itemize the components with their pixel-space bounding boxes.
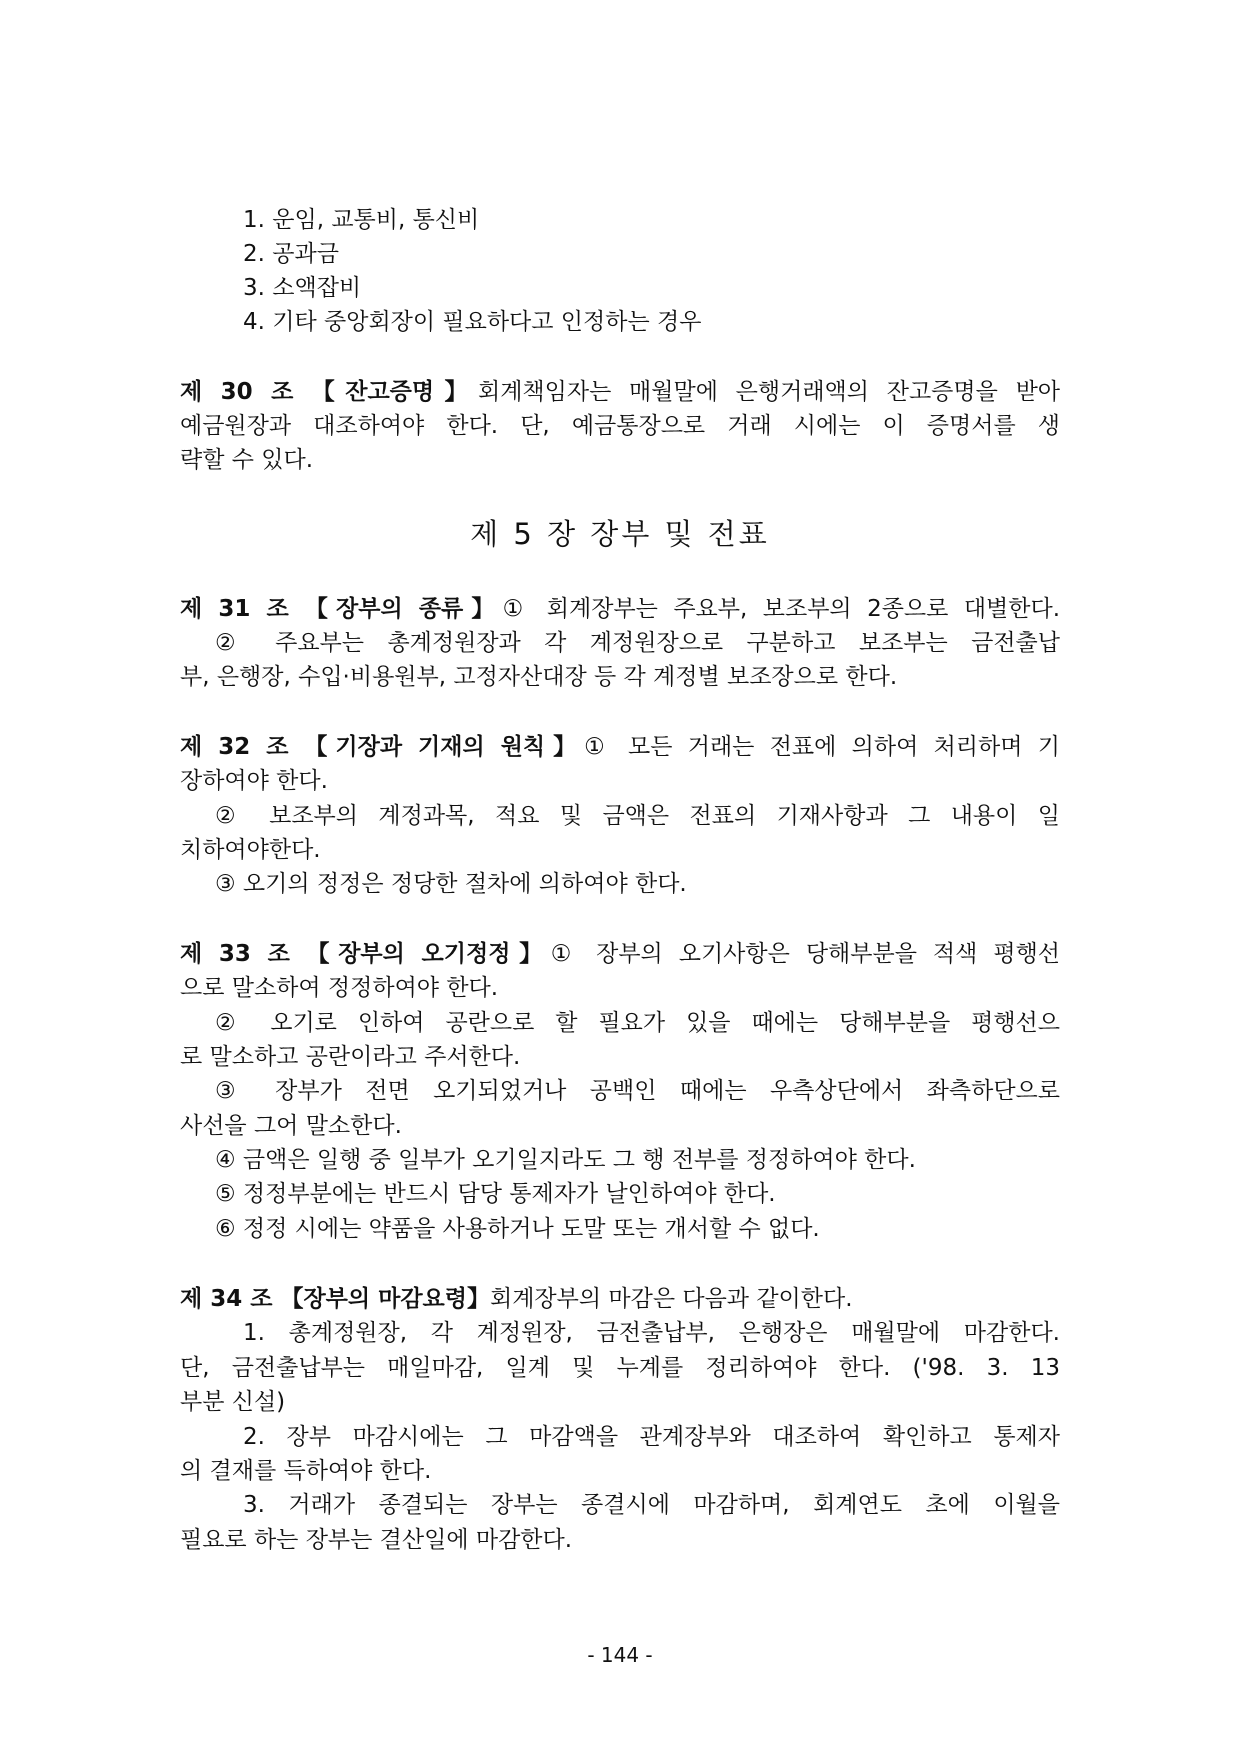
chapter-heading: 제 5 장 장부 및 전표 xyxy=(470,517,770,551)
article-32-line: ③ 오기의 정정은 정당한 절차에 의하여야 한다. xyxy=(215,871,687,897)
article-34-line: 제 34 조 【장부의 마감요령】회계장부의 마감은 다음과 같이한다. xyxy=(180,1286,853,1312)
article-32-line: 치하여야한다. xyxy=(180,837,321,863)
list-item: 2. 공과금 xyxy=(243,241,339,267)
article-33-line: 로 말소하고 공란이라고 주서한다. xyxy=(180,1044,521,1070)
article-34-line: 2. 장부 마감시에는 그 마감액을 관계장부와 대조하여 확인하고 통제자 xyxy=(243,1424,1060,1450)
article-34-line: 1. 총계정원장, 각 계정원장, 금전출납부, 은행장은 매월말에 마감한다. xyxy=(243,1320,1060,1346)
article-30-heading: 제 30 조 【잔고증명】 xyxy=(180,379,478,405)
article-34-line: 의 결재를 득하여야 한다. xyxy=(180,1458,432,1484)
article-32-heading: 제 32 조 【기장과 기재의 원칙】 xyxy=(180,734,585,760)
article-34-line: 단, 금전출납부는 매일마감, 일계 및 누계를 정리하여야 한다. ('98. 3. 13 xyxy=(180,1355,1060,1381)
article-33-line: ③ 장부가 전면 오기되었거나 공백인 때에는 우측상단에서 좌측하단으로 xyxy=(215,1078,1060,1104)
article-34-line: 필요로 하는 장부는 결산일에 마감한다. xyxy=(180,1527,573,1553)
list-item: 4. 기타 중앙회장이 필요하다고 인정하는 경우 xyxy=(243,309,702,335)
article-33-heading: 제 33 조 【장부의 오기정정】 xyxy=(180,941,551,967)
article-33-line: 사선을 그어 말소한다. xyxy=(180,1113,402,1139)
article-33-line: ② 오기로 인하여 공란으로 할 필요가 있을 때에는 당해부분을 평행선으 xyxy=(215,1010,1060,1036)
article-34-line: 3. 거래가 종결되는 장부는 종결시에 마감하며, 회계연도 초에 이월을 xyxy=(243,1492,1060,1518)
article-32-line: 장하여야 한다. xyxy=(180,768,328,794)
article-30-line: 예금원장과 대조하여야 한다. 단, 예금통장으로 거래 시에는 이 증명서를 생 xyxy=(180,413,1060,439)
article-33-line: ⑤ 정정부분에는 반드시 담당 통제자가 날인하여야 한다. xyxy=(215,1181,776,1207)
article-31-line: 부, 은행장, 수입·비용원부, 고정자산대장 등 각 계정별 보조장으로 한다. xyxy=(180,664,898,690)
article-33-line: 제 33 조 【장부의 오기정정】① 장부의 오기사항은 당해부분을 적색 평행선 xyxy=(180,941,1060,967)
article-30-line: 략할 수 있다. xyxy=(180,447,314,473)
article-32-line: 제 32 조 【기장과 기재의 원칙】① 모든 거래는 전표에 의하여 처리하며 기 xyxy=(180,734,1060,760)
article-31-line: 제 31 조 【장부의 종류】① 회계장부는 주요부, 보조부의 2종으로 대별한다. xyxy=(180,596,1061,622)
article-34-heading: 제 34 조 【장부의 마감요령】 xyxy=(180,1286,490,1312)
article-33-line: ④ 금액은 일행 중 일부가 오기일지라도 그 행 전부를 정정하여야 한다. xyxy=(215,1147,916,1173)
page-number: - 144 - xyxy=(587,1643,653,1667)
article-31-heading: 제 31 조 【장부의 종류】 xyxy=(180,596,503,622)
article-31-line: ② 주요부는 총계정원장과 각 계정원장으로 구분하고 보조부는 금전출납 xyxy=(215,630,1060,656)
article-32-line: ② 보조부의 계정과목, 적요 및 금액은 전표의 기재사항과 그 내용이 일 xyxy=(215,803,1060,829)
article-34-line: 부분 신설) xyxy=(180,1389,286,1415)
article-30-line: 제 30 조 【잔고증명】회계책임자는 매월말에 은행거래액의 잔고증명을 받아 xyxy=(180,379,1060,405)
list-item: 1. 운임, 교통비, 통신비 xyxy=(243,207,480,233)
list-item: 3. 소액잡비 xyxy=(243,275,362,301)
article-33-line: 으로 말소하여 정정하여야 한다. xyxy=(180,975,499,1001)
article-33-line: ⑥ 정정 시에는 약품을 사용하거나 도말 또는 개서할 수 없다. xyxy=(215,1216,820,1242)
